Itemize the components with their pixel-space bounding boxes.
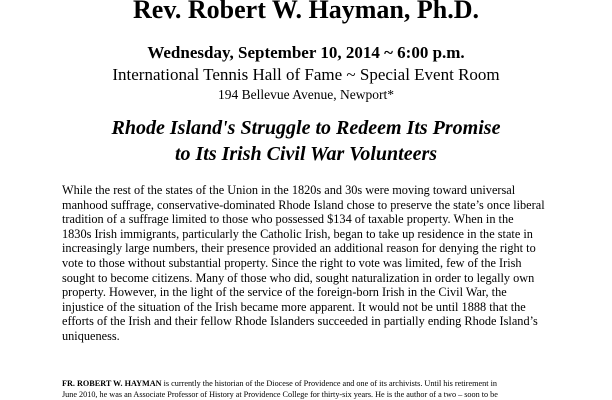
bio-line <box>62 378 572 389</box>
speaker-bio <box>62 378 572 400</box>
event-date-time: Wednesday, September 10, 2014 ~ 6:00 p.m. <box>147 43 465 62</box>
talk-abstract <box>62 183 572 344</box>
abstract-line: tradition of a suffrage limited to those who possessed $134 of taxable property. When in the <box>62 212 514 227</box>
bio-speaker-name: FR. ROBERT W. HAYMAN <box>62 379 162 388</box>
abstract-line: injustice of the situation of the Irish became more apparent. It would not be until 1888 that the <box>62 299 526 314</box>
talk-title-line: Rhode Island's Struggle to Redeem Its Promise <box>111 117 501 139</box>
bio-line: June 2010, he was an Associate Professor of History at Providence College for thirty-six years. He is the author of a two – soon to be <box>62 390 498 399</box>
abstract-line: sought to become citizens. Many of those who did, sought naturalization in order to legally own <box>62 270 535 285</box>
abstract-line: vote to those without substantial property. Since the right to vote was limited, few of the Irish <box>62 255 522 270</box>
abstract-line: 1830s Irish immigrants, particularly the Catholic Irish, began to take up residence in the state in <box>62 226 533 241</box>
bio-text: is currently the historian of the Diocese of Providence and one of its archivists. Until his retirement in <box>161 379 497 388</box>
abstract-line: uniqueness. <box>62 328 120 343</box>
talk-title <box>0 115 612 167</box>
abstract-line: increasingly large numbers, their presence provided an additional reason for denying the right to <box>62 241 536 256</box>
event-address: 194 Bellevue Avenue, Newport* <box>218 87 394 102</box>
abstract-line: manhood suffrage, conservative-dominated Rhode Island chose to preserve the state’s once liberal <box>62 197 545 212</box>
abstract-line: While the rest of the states of the Union in the 1820s and 30s were moving toward universal <box>62 183 516 197</box>
abstract-line: efforts of the Irish and their fellow Rhode Islanders succeeded in partially ending Rhode Island’s <box>62 314 538 329</box>
talk-title-line: to Its Irish Civil War Volunteers <box>174 143 438 165</box>
speaker-name: Rev. Robert W. Hayman, Ph.D. <box>133 0 479 24</box>
event-venue: International Tennis Hall of Fame ~ Special Event Room <box>112 65 500 84</box>
abstract-line: property. However, in the light of the service of the foreign-born Irish in the Civil War, the <box>62 285 507 300</box>
